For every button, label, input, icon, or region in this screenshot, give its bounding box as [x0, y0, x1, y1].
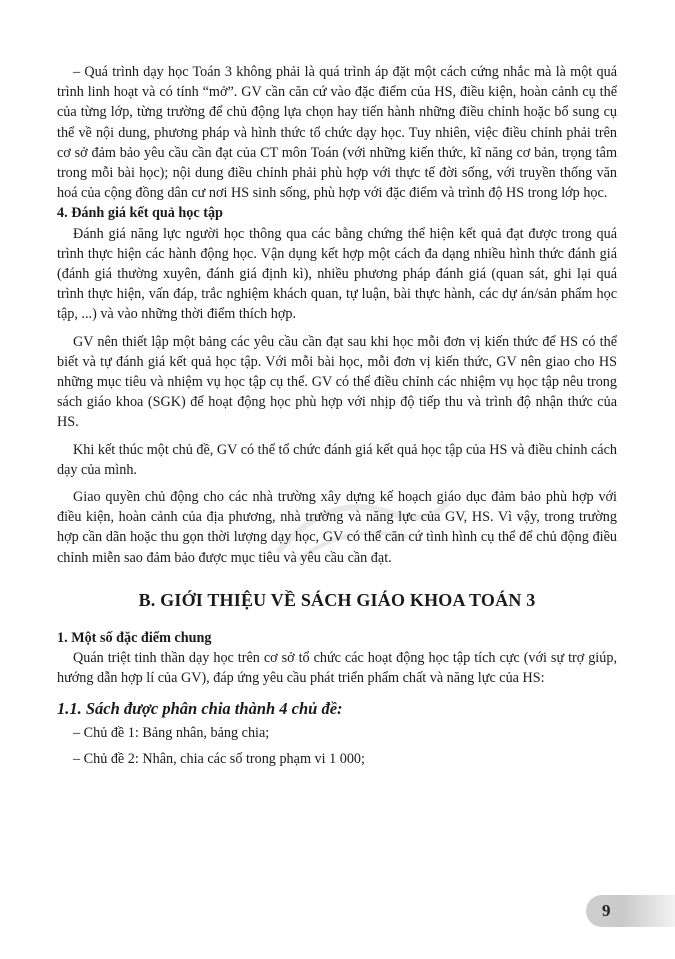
paragraph-school-autonomy: Giao quyền chủ động cho các nhà trường xây dựng kế hoạch giáo dục đảm bảo phù hợp với điều kiện, hoàn cảnh của địa phương, nhà trường và năng lực của GV, HS. Vì vậy, trong trường hợp cần dãn hoặc thu gọn thời lượng dạy học, GV có thể căn cứ tình hình cụ thể để chủ động điều chỉnh miễn sao đảm bảo được mục tiêu và yêu cầu cần đạt. [57, 489, 617, 566]
paragraph-active-learning: Quán triệt tinh thần dạy học trên cơ sở tổ chức các hoạt động học tập tích cực (với sự trợ giúp, hướng dẫn hợp lí của GV), đáp ứng yêu cầu phát triển phẩm chất và năng lực của HS: [57, 650, 617, 687]
paragraph-assessment-methods: Đánh giá năng lực người học thông qua các bằng chứng thể hiện kết quả đạt được trong quá trình thực hiện các hành động học. Vận dụng kết hợp một cách đa dạng nhiều hình thức đánh giá (đánh giá thường xuyên, đánh giá định kì), nhiều phương pháp đánh giá (quan sát, ghi lại quá trình thực hiện, vấn đáp, trắc nghiệm khách quan, tự luận, bài thực hành, các dự án/sản phẩm học tập, ...) và vào những thời điểm thích hợp. [57, 225, 617, 323]
list-item-topic-2: – Chủ đề 2: Nhân, chia các số trong phạm vi 1 000; [73, 750, 365, 767]
section-b-title: B. GIỚI THIỆU VỀ SÁCH GIÁO KHOA TOÁN 3 [138, 589, 536, 610]
list-item-topic-1: – Chủ đề 1: Bảng nhân, bảng chia; [73, 725, 270, 742]
heading-general-features: 1. Một số đặc điểm chung [57, 629, 212, 646]
paragraph-topic-end: Khi kết thúc một chủ đề, GV có thể tổ chức đánh giá kết quả học tập của HS và điều chỉnh cách dạy của mình. [57, 441, 617, 478]
page-number-tab [586, 895, 675, 927]
paragraph-teaching-flexibility: – Quá trình dạy học Toán 3 không phải là quá trình áp đặt một cách cứng nhắc mà là một quá trình linh hoạt và có tính “mở”. GV cần căn cứ vào đặc điểm của HS, điều kiện, hoàn cảnh cụ thể của từng lớp, từng trường để chủ động lựa chọn hay tiến hành những điều chỉnh hoặc bổ sung cụ thể về nội dung, phương pháp và hình thức tổ chức dạy học. Tuy nhiên, việc điều chỉnh phải trên cơ sở đảm bảo yêu cầu cần đạt của CT môn Toán (với những kiến thức, kĩ năng cơ bản, trọng tâm trong mỗi bài học); nội dung điều chỉnh phải phù hợp với thực tế đời sống, với truyền thống văn hoá của cộng đồng dân cư nơi HS sinh sống, phù hợp với đặc điểm và trình độ HS trong lớp học. [57, 64, 617, 202]
subheading-four-topics: 1.1. Sách được phân chia thành 4 chủ đề: [57, 699, 343, 719]
page-number: 9 [602, 901, 611, 920]
heading-assessment: 4. Đánh giá kết quả học tập [57, 205, 223, 222]
paragraph-requirements-table: GV nên thiết lập một bảng các yêu cầu cần đạt sau khi học mỗi đơn vị kiến thức để HS có thể biết và tự đánh giá kết quả học tập. Với mỗi bài học, mỗi đơn vị kiến thức, GV nên giao cho HS những mục tiêu và nhiệm vụ học tập cụ thể. GV có thể điều chỉnh các nhiệm vụ học tập nêu trong sách giáo khoa (SGK) để hoạt động học phù hợp với nhịp độ tiếp thu và trình độ nhận thức của HS. [57, 333, 617, 431]
page-content [57, 62, 617, 774]
